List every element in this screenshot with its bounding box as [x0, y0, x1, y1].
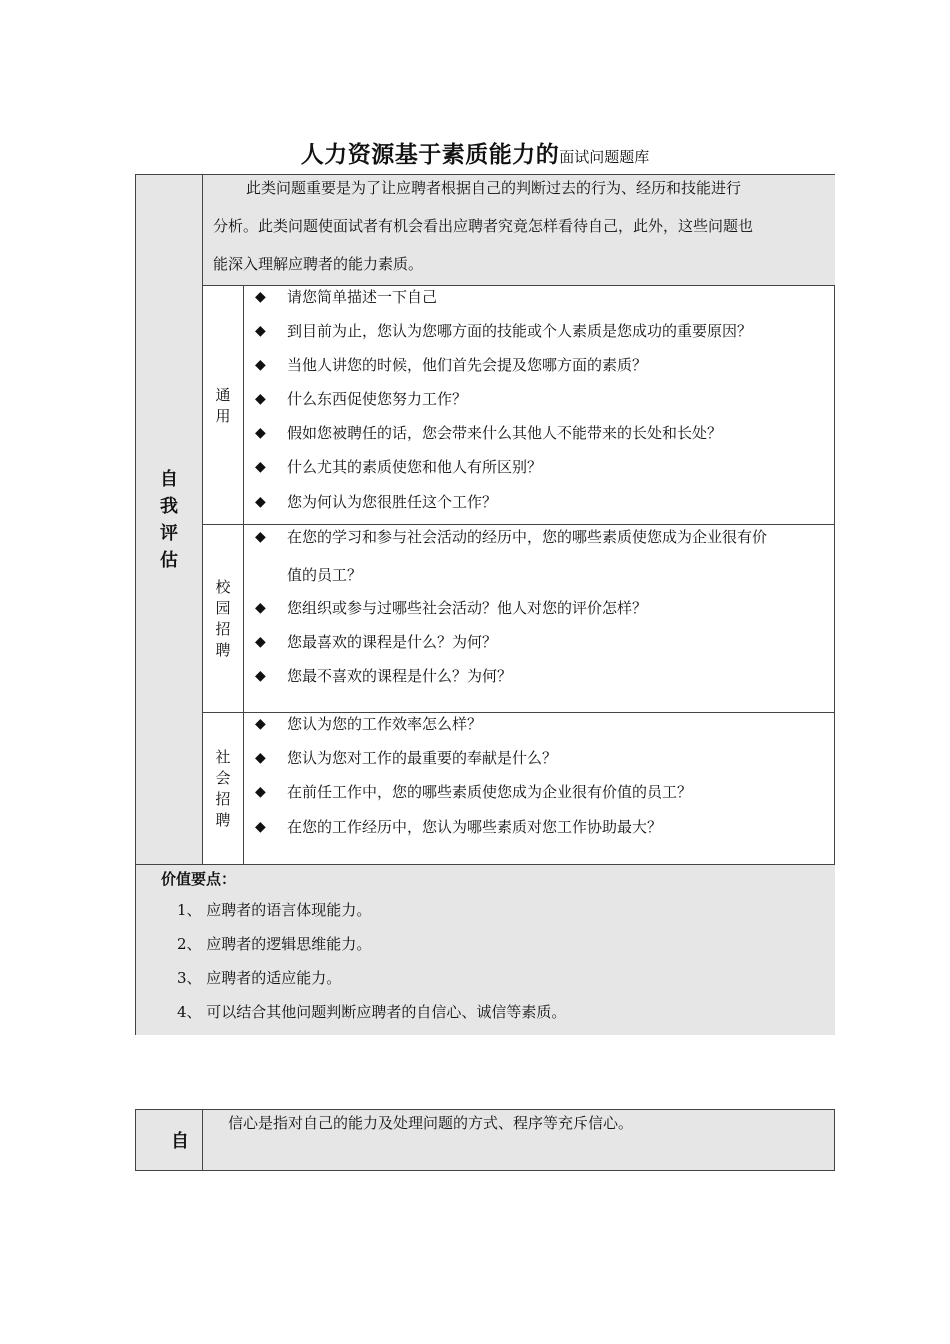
note-item: 3、 应聘者的适应能力。 [177, 969, 342, 987]
note-item: 1、 应聘者的语言体现能力。 [177, 901, 372, 919]
bullet-icon: ◆ [255, 391, 266, 407]
notes-header: 价值要点： [161, 870, 237, 888]
list-item: 您最喜欢的课程是什么？为何？ [287, 633, 498, 651]
list-item: 您认为您的工作效率怎么样？ [287, 715, 483, 733]
page-title [0, 136, 950, 169]
list-item: 在您的工作经历中，您认为哪些素质对您工作协助最大？ [287, 818, 663, 836]
list-item: 到目前为止，您认为您哪方面的技能或个人素质是您成功的重要原因？ [287, 322, 753, 340]
continuation-text: 信心是指对自己的能力及处理问题的方式、程序等充斥信心。 [228, 1114, 634, 1132]
title-main: 人力资源基于素质能力的 [300, 142, 560, 168]
bullet-icon: ◆ [255, 459, 266, 475]
bullet-icon: ◆ [255, 784, 266, 800]
intro-line-2: 分析。此类问题使面试者有机会看出应聘者究竟怎样看待自己，此外，这些问题也 [213, 217, 754, 235]
bullet-icon: ◆ [255, 750, 266, 766]
bullet-icon: ◆ [255, 494, 266, 510]
note-item: 2、 应聘者的逻辑思维能力。 [177, 935, 372, 953]
bullet-icon: ◆ [255, 323, 266, 339]
bullet-icon: ◆ [255, 529, 266, 545]
bullet-icon: ◆ [255, 668, 266, 684]
list-item: 什么东西促使您努力工作？ [287, 390, 468, 408]
bullet-icon: ◆ [255, 600, 266, 616]
continuation-table [135, 1109, 835, 1171]
section-label-campus: 校 园 招 聘 [215, 578, 231, 659]
bullet-icon: ◆ [255, 289, 266, 305]
question-table [135, 174, 835, 1035]
list-item: 您最不喜欢的课程是什么？为何？ [287, 667, 513, 685]
bullet-icon: ◆ [255, 634, 266, 650]
list-item: 请您简单描述一下自己 [287, 288, 438, 306]
list-item-continued: 值的员工？ [287, 566, 363, 584]
note-item: 4、 可以结合其他问题判断应聘者的自信心、诚信等素质。 [177, 1003, 567, 1021]
title-suffix: 面试问题题库 [559, 148, 650, 166]
list-item: 在前任工作中，您的哪些素质使您成为企业很有价值的员工？ [287, 783, 693, 801]
list-item: 您认为您对工作的最重要的奉献是什么？ [287, 749, 558, 767]
list-item: 什么尤其的素质使您和他人有所区别？ [287, 458, 543, 476]
intro-line-3: 能深入理解应聘者的能力素质。 [213, 255, 424, 273]
bullet-icon: ◆ [255, 819, 266, 835]
section-label-social: 社 会 招 聘 [215, 748, 231, 829]
section-label-general: 通 用 [215, 386, 231, 425]
intro-line-1: 此类问题重要是为了让应聘者根据自己的判断过去的行为、经历和技能进行 [246, 179, 742, 197]
bullet-icon: ◆ [255, 716, 266, 732]
bullet-icon: ◆ [255, 425, 266, 441]
list-item: 当他人讲您的时候，他们首先会提及您哪方面的素质？ [287, 356, 648, 374]
list-item: 在您的学习和参与社会活动的经历中，您的哪些素质使您成为企业很有价 [287, 528, 768, 546]
side-label: 自 我 评 估 [160, 469, 178, 571]
list-item: 您为何认为您很胜任这个工作？ [287, 493, 498, 511]
list-item: 假如您被聘任的话，您会带来什么其他人不能带来的长处和长处？ [287, 424, 723, 442]
side-label-2: 自 [171, 1131, 189, 1152]
bullet-icon: ◆ [255, 357, 266, 373]
list-item: 您组织或参与过哪些社会活动？他人对您的评价怎样？ [287, 599, 648, 617]
